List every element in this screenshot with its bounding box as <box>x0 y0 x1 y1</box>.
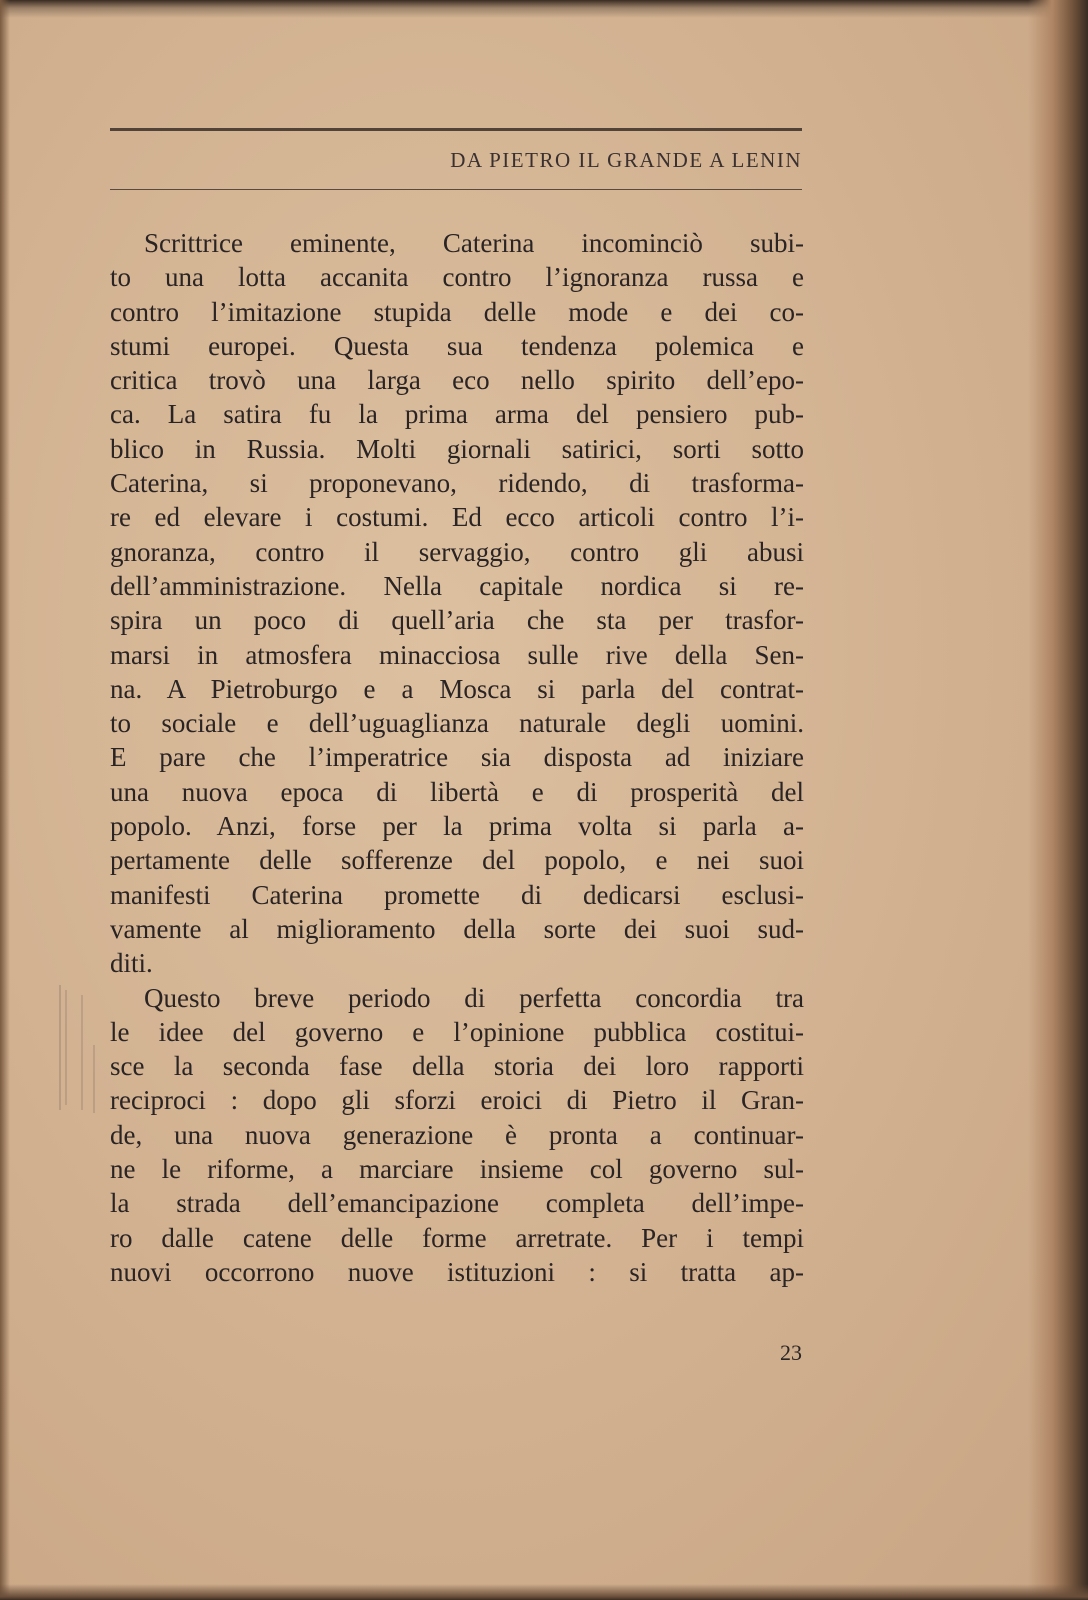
text-line: de, una nuova generazione è pronta a continuar- <box>110 1119 804 1150</box>
body-text <box>110 226 804 1289</box>
text-line: diti. <box>110 948 153 979</box>
text-line: manifesti Caterina promette di dedicarsi esclusi- <box>110 879 804 910</box>
margin-pencil-marks <box>52 985 100 1115</box>
text-line: Questo breve periodo di perfetta concordia tra <box>144 982 804 1013</box>
text-line: na. A Pietroburgo e a Mosca si parla del contrat- <box>110 673 804 704</box>
text-line: dell’amministrazione. Nella capitale nordica si re- <box>110 570 804 601</box>
text-line: critica trovò una larga eco nello spirito dell’epo- <box>110 365 804 396</box>
text-line: vamente al miglioramento della sorte dei suoi sud- <box>110 913 804 944</box>
running-title: DA PIETRO IL GRANDE A LENIN <box>450 148 802 172</box>
page-number: 23 <box>780 1340 802 1365</box>
text-line: ne le riforme, a marciare insieme col governo sul- <box>110 1154 804 1185</box>
text-line: E pare che l’imperatrice sia disposta ad iniziare <box>110 742 804 773</box>
text-line: stumi europei. Questa sua tendenza polemica e <box>110 330 804 361</box>
text-line: Caterina, si proponevano, ridendo, di trasforma- <box>110 468 804 499</box>
text-line: una nuova epoca di libertà e di prosperità del <box>110 776 804 807</box>
text-line: Scrittrice eminente, Caterina incominciò subi- <box>144 228 804 258</box>
text-line: la strada dell’emancipazione completa dell’impe- <box>110 1188 804 1219</box>
text-line: ca. La satira fu la prima arma del pensiero pub- <box>110 399 804 430</box>
text-line: pertamente delle sofferenze del popolo, e nei suoi <box>110 845 804 876</box>
text-line: le idee del governo e l’opinione pubblica costitui- <box>110 1016 804 1047</box>
text-line: blico in Russia. Molti giornali satirici, sorti sotto <box>110 433 804 464</box>
text-line: to sociale e dell’uguaglianza naturale degli uomini. <box>110 708 804 739</box>
page-bottom-edge <box>0 1584 1088 1600</box>
text-line: re ed elevare i costumi. Ed ecco articoli contro l’i- <box>110 502 804 533</box>
text-line: marsi in atmosfera minacciosa sulle rive della Sen- <box>110 639 804 670</box>
text-line: reciproci : dopo gli sforzi eroici di Pietro il Gran- <box>110 1085 804 1116</box>
page-right-edge <box>1028 0 1088 1600</box>
text-line: contro l’imitazione stupida delle mode e dei co- <box>110 296 804 327</box>
text-line: gnoranza, contro il servaggio, contro gli abusi <box>110 536 804 567</box>
text-line: sce la seconda fase della storia dei loro rapporti <box>110 1051 804 1082</box>
text-line: popolo. Anzi, forse per la prima volta si parla a- <box>110 811 804 842</box>
page-top-shadow <box>0 0 1088 18</box>
text-line: spira un poco di quell’aria che sta per trasfor- <box>110 605 804 636</box>
text-line: nuovi occorrono nuove istituzioni : si tratta ap- <box>110 1256 804 1287</box>
page-left-edge <box>0 0 10 1600</box>
header-rule-bottom <box>110 189 802 190</box>
text-line: to una lotta accanita contro l’ignoranza russa e <box>110 262 804 293</box>
text-line: ro dalle catene delle forme arretrate. Per i tempi <box>110 1222 804 1253</box>
header-rule-top <box>110 128 802 131</box>
